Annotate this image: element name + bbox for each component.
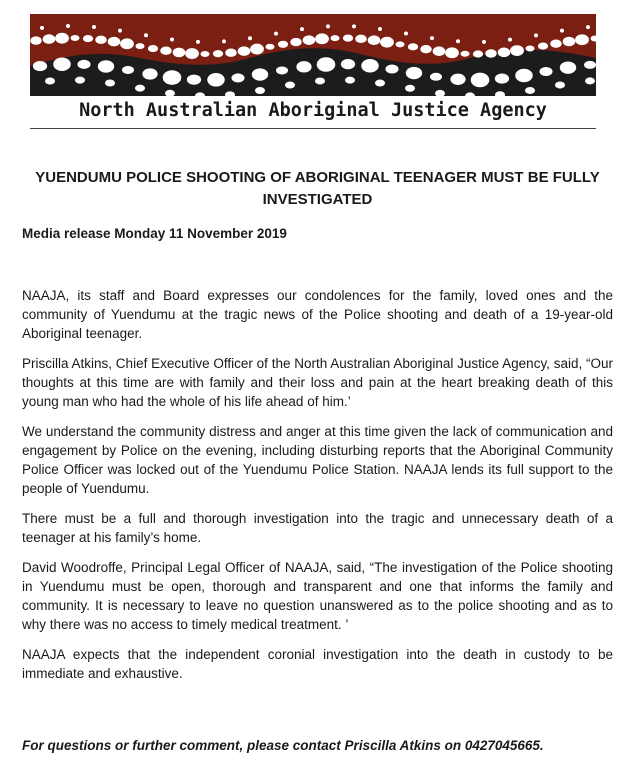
banner-dot (187, 75, 201, 85)
banner-dot (248, 36, 252, 40)
banner-dot (345, 77, 355, 84)
banner-dot (396, 41, 405, 47)
banner-dot (196, 40, 200, 44)
banner-dot (173, 48, 186, 58)
banner-dot (142, 68, 157, 79)
banner-dot (445, 47, 459, 58)
banner-dot (343, 35, 353, 42)
banner-dot (315, 33, 329, 44)
header-divider (30, 128, 596, 129)
banner-dot (510, 45, 524, 56)
banner-dot (75, 77, 85, 84)
banner-dot (405, 85, 415, 92)
banner-dot (361, 59, 379, 73)
banner-dot (77, 60, 90, 69)
banner-dot (300, 27, 304, 31)
release-body (22, 286, 613, 694)
banner-dot (290, 38, 301, 46)
banner-dot (378, 27, 382, 31)
banner-dot (560, 61, 576, 73)
banner-dot (231, 73, 244, 82)
header-banner (30, 14, 596, 96)
banner-dot (118, 29, 122, 33)
banner-dot (43, 34, 56, 44)
banner-dot (278, 41, 288, 48)
banner-dot (33, 61, 47, 71)
banner-dot (584, 61, 596, 69)
banner-dot (375, 80, 385, 87)
banner-dot (144, 33, 148, 37)
banner-dot (539, 67, 552, 76)
banner-dot (563, 37, 576, 47)
paragraph: NAAJA expects that the independent coronial investigation into the death in custody to be immediate and exhaustive. (22, 647, 613, 681)
banner-dot (148, 45, 158, 52)
release-dateline: Media release Monday 11 November 2019 (22, 226, 287, 241)
banner-dot (526, 45, 535, 51)
contact-line: For questions or further comment, please contact Priscilla Atkins on 0427045665. (22, 738, 544, 753)
banner-dot (53, 57, 71, 71)
banner-dot (296, 61, 311, 72)
banner-dot (30, 36, 41, 44)
banner-dot (471, 73, 490, 88)
banner-dot (250, 44, 264, 55)
banner-dot (276, 66, 288, 74)
banner-dot (122, 66, 134, 74)
banner-dot (352, 24, 356, 28)
banner-dot (315, 77, 325, 84)
paragraph: We understand the community distress and anger at this time given the lack of communication and engagement by Police on the evening, including disturbing reports that the Aboriginal Community Police Officer was locked out of the Yuendumu Police Station. NAAJA lends its full support to the people of Yuendumu. (22, 424, 613, 496)
paragraph: David Woodroffe, Principal Legal Officer of NAAJA, said, “The investigation of the Police shooting in Yuendumu must be open, thorough and transparent and one that informs the family and community. It is necessary to leave no question unanswered as to the police shooting and as to why there was no access to timely medical treatment. ’ (22, 560, 613, 632)
banner-dot (285, 82, 295, 89)
banner-dot (408, 43, 418, 50)
banner-dot (495, 73, 509, 83)
banner-dot (326, 24, 330, 28)
banner-dot (45, 77, 55, 84)
banner-dot (185, 48, 199, 59)
banner-dot (201, 51, 210, 57)
banner-dot (135, 85, 145, 92)
banner-dot (575, 34, 589, 45)
banner-dot (485, 49, 496, 57)
banner-dot (274, 32, 278, 36)
banner-dot (71, 35, 80, 41)
banner-dot (368, 35, 381, 45)
banner-dot (380, 37, 394, 48)
banner-dot (508, 38, 512, 42)
dot-painting-artwork (30, 14, 596, 96)
banner-dot (560, 29, 564, 33)
banner-dot (120, 38, 134, 49)
banner-dot (108, 37, 121, 47)
paragraph: There must be a full and thorough investigation into the tragic and unnecessary death of a teenager at his family’s home. (22, 511, 613, 545)
banner-dot (385, 64, 398, 73)
banner-dot (555, 81, 565, 88)
banner-dot (355, 35, 366, 43)
banner-dot (586, 25, 590, 29)
banner-dot (238, 46, 251, 56)
banner-dot (538, 42, 548, 49)
banner-dot (255, 87, 265, 94)
banner-dot (222, 39, 226, 43)
banner-dot (225, 49, 236, 57)
banner-dot (98, 60, 114, 72)
banner-dot (83, 35, 93, 42)
banner-dot (430, 36, 434, 40)
banner-dot (585, 77, 595, 84)
banner-dot (473, 50, 483, 57)
banner-dot (66, 24, 70, 28)
banner-dot (170, 38, 174, 42)
banner-dot (450, 74, 465, 85)
paragraph: Priscilla Atkins, Chief Executive Officer of the North Australian Aboriginal Justice Agency, said, “Our thoughts at this time are with family and their loss and pain at the heart breaking death of this young man who had the whole of his life ahead of him.’ (22, 356, 613, 409)
banner-dot (550, 39, 561, 47)
paragraph: NAAJA, its staff and Board expresses our condolences for the family, loved ones and the community of Yuendumu at the tragic news of the Police shooting and death of a 19-year-old Aboriginal teenager. (22, 288, 613, 341)
banner-dot (430, 73, 442, 81)
banner-dot (515, 69, 533, 83)
organisation-name: North Australian Aboriginal Justice Agency (79, 100, 547, 121)
banner-dot (40, 26, 44, 30)
banner-dot (252, 68, 268, 80)
banner-dot (331, 35, 340, 41)
banner-dot (433, 46, 446, 56)
banner-dot (105, 79, 115, 86)
banner-dot (406, 67, 422, 79)
banner-dot (420, 45, 431, 53)
banner-dot (317, 57, 336, 72)
banner-dot (160, 47, 171, 55)
banner-dot (341, 59, 355, 69)
banner-dot (456, 39, 460, 43)
banner-dot (461, 51, 470, 57)
banner-dot (163, 70, 182, 85)
release-headline: YUENDUMU POLICE SHOOTING OF ABORIGINAL TEENAGER MUST BE FULLY INVESTIGATED (35, 169, 600, 208)
banner-dot (534, 33, 538, 37)
banner-dot (213, 50, 223, 57)
banner-dot (525, 87, 535, 94)
banner-dot (303, 35, 316, 45)
banner-dot (92, 25, 96, 29)
banner-dot (498, 48, 511, 58)
banner-dot (136, 43, 145, 49)
banner-dot (55, 33, 69, 44)
banner-bottom-band (30, 48, 596, 96)
banner-dot (95, 36, 106, 44)
banner-dot (482, 40, 486, 44)
banner-dot (207, 73, 225, 87)
banner-dot (404, 32, 408, 36)
banner-dot (266, 44, 275, 50)
